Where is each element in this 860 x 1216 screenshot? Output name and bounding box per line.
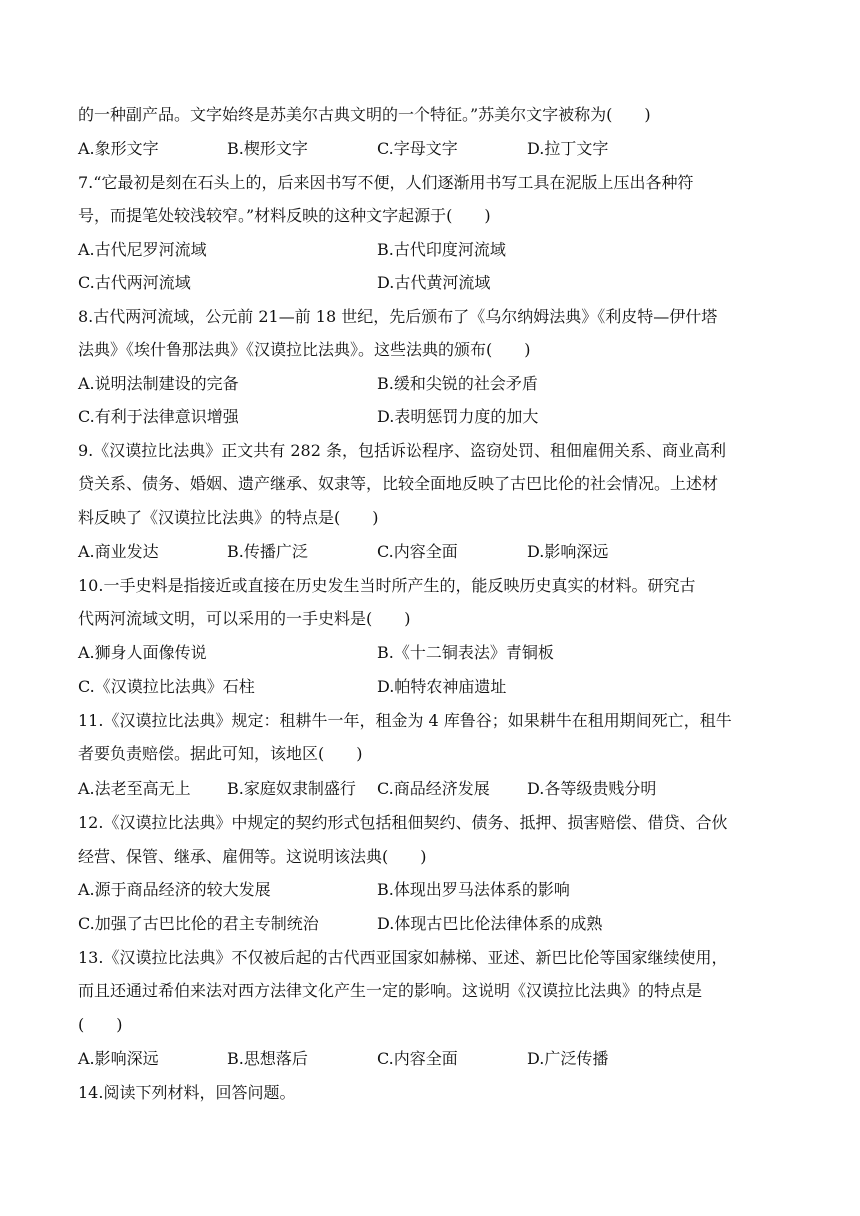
question-7-option-a: A.古代尼罗河流域 <box>78 240 207 259</box>
question-13-stem-line-1: 13.《汉谟拉比法典》不仅被后起的古代西亚国家如赫梯、亚述、新巴比伦等国家继续使用， <box>78 948 728 967</box>
question-13-option-c: C.内容全面 <box>377 1049 458 1068</box>
question-7-option-b: B.古代印度河流域 <box>377 240 506 259</box>
question-11-stem-line-1: 11.《汉谟拉比法典》规定：租耕牛一年，租金为 4 库鲁谷；如果耕牛在租用期间死亡，租牛 <box>78 711 732 730</box>
question-13-stem-line-3: ( ) <box>78 1015 123 1034</box>
question-10-option-c: C.《汉谟拉比法典》石柱 <box>78 677 255 696</box>
question-11-option-b: B.家庭奴隶制盛行 <box>227 779 356 798</box>
question-9-option-c: C.内容全面 <box>377 542 458 561</box>
question-9-option-a: A.商业发达 <box>78 542 159 561</box>
question-8-option-b: B.缓和尖锐的社会矛盾 <box>377 374 538 393</box>
question-12-option-c: C.加强了古巴比伦的君主专制统治 <box>78 914 319 933</box>
question-6-option-d: D.拉丁文字 <box>527 139 609 158</box>
question-12-option-a: A.源于商品经济的较大发展 <box>78 880 271 899</box>
question-13-option-d: D.广泛传播 <box>527 1049 609 1068</box>
question-8-option-d: D.表明惩罚力度的加大 <box>377 407 539 426</box>
question-13-stem-line-2: 而且还通过希伯来法对西方法律文化产生一定的影响。这说明《汉谟拉比法典》的特点是 <box>78 981 703 1000</box>
question-10-option-b: B.《十二铜表法》青铜板 <box>377 643 554 662</box>
question-6-option-b: B.楔形文字 <box>227 139 308 158</box>
question-9-option-d: D.影响深远 <box>527 542 609 561</box>
question-12-option-b: B.体现出罗马法体系的影响 <box>377 880 570 899</box>
question-13-option-a: A.影响深远 <box>78 1049 159 1068</box>
question-7-option-d: D.古代黄河流域 <box>377 273 491 292</box>
question-12-stem-line-1: 12.《汉谟拉比法典》中规定的契约形式包括租佃契约、债务、抵押、损害赔偿、借贷、合伙 <box>78 813 728 832</box>
question-8-stem-line-2: 法典》《埃什鲁那法典》《汉谟拉比法典》。这些法典的颁布( ) <box>78 340 531 359</box>
question-9-stem-line-2: 贷关系、债务、婚姻、遗产继承、奴隶等，比较全面地反映了古巴比伦的社会情况。上述材 <box>78 474 719 493</box>
question-10-option-d: D.帕特农神庙遗址 <box>377 677 507 696</box>
question-7-option-c: C.古代两河流域 <box>78 273 191 292</box>
question-10-stem-line-2: 代两河流域文明，可以采用的一手史料是( ) <box>78 609 411 628</box>
question-10-option-a: A.狮身人面像传说 <box>78 643 207 662</box>
question-12-stem-line-2: 经营、保管、继承、雇佣等。这说明该法典( ) <box>78 847 427 866</box>
question-8-stem-line-1: 8.古代两河流域，公元前 21—前 18 世纪，先后颁布了《乌尔纳姆法典》《利皮特—伊什塔 <box>78 307 718 326</box>
question-11-stem-line-2: 者要负责赔偿。据此可知，该地区( ) <box>78 744 363 763</box>
question-11-option-d: D.各等级贵贱分明 <box>527 779 657 798</box>
question-10-stem-line-1: 10.一手史料是指接近或直接在历史发生当时所产生的，能反映历史真实的材料。研究古 <box>78 576 696 595</box>
question-8-option-a: A.说明法制建设的完备 <box>78 374 239 393</box>
question-7-stem-line-2: 号，而提笔处较浅较窄。”材料反映的这种文字起源于( ) <box>78 206 491 225</box>
question-9-stem-line-1: 9.《汉谟拉比法典》正文共有 282 条，包括诉讼程序、盗窃处罚、租佃雇佣关系、商业高利 <box>78 441 726 460</box>
question-7-stem-line-1: 7.“它最初是刻在石头上的，后来因书写不便，人们逐渐用书写工具在泥版上压出各种符 <box>78 173 694 192</box>
question-6-stem-line: 的一种副产品。文字始终是苏美尔古典文明的一个特征。”苏美尔文字被称为( ) <box>78 105 651 124</box>
question-14-stem-line: 14.阅读下列材料，回答问题。 <box>78 1083 296 1102</box>
question-6-option-c: C.字母文字 <box>377 139 458 158</box>
question-9-stem-line-3: 料反映了《汉谟拉比法典》的特点是( ) <box>78 508 379 527</box>
question-8-option-c: C.有利于法律意识增强 <box>78 407 239 426</box>
question-11-option-c: C.商品经济发展 <box>377 779 490 798</box>
question-9-option-b: B.传播广泛 <box>227 542 308 561</box>
question-11-option-a: A.法老至高无上 <box>78 779 191 798</box>
question-12-option-d: D.体现古巴比伦法律体系的成熟 <box>377 914 603 933</box>
question-13-option-b: B.思想落后 <box>227 1049 308 1068</box>
question-6-option-a: A.象形文字 <box>78 139 159 158</box>
